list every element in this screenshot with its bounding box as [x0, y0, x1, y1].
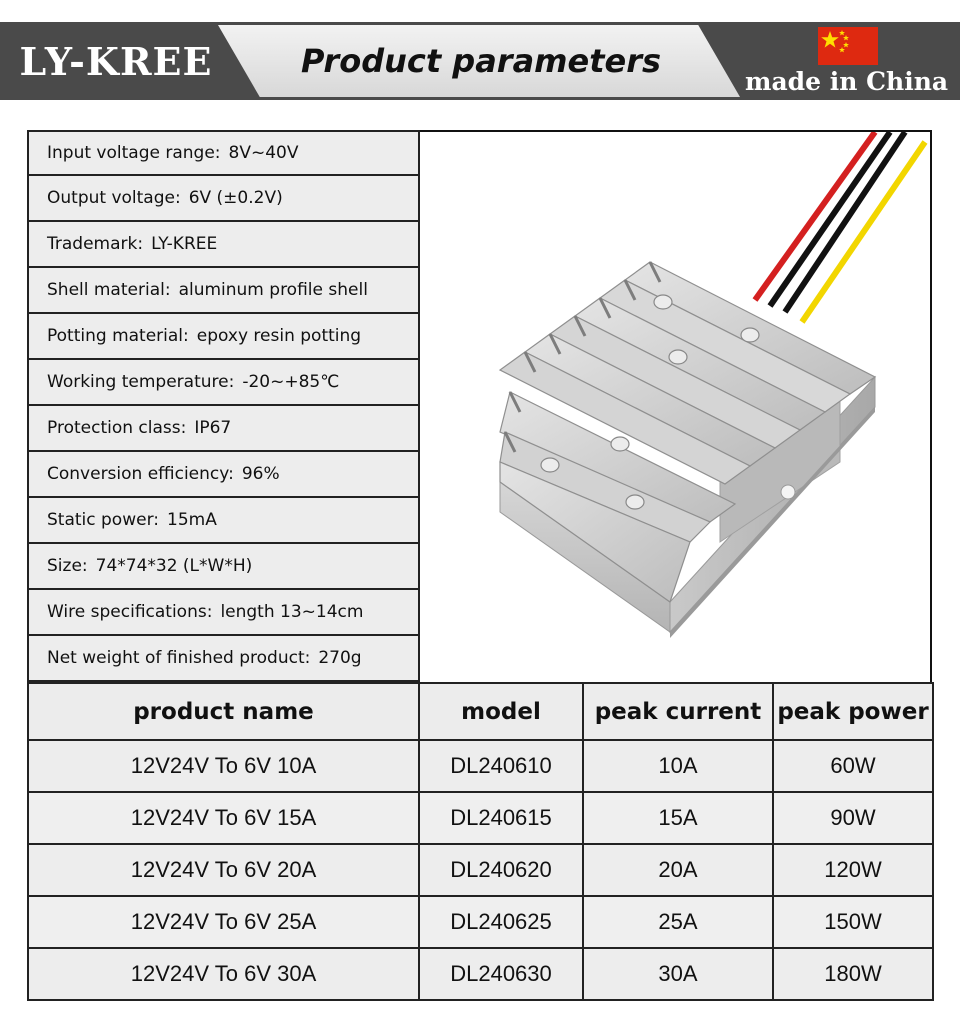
spec-value: epoxy resin potting: [196, 326, 362, 346]
spec-row: [27, 590, 420, 636]
table-body: [28, 740, 933, 1000]
brand-name: LY-KREE: [19, 38, 213, 84]
spec-label: Size:: [47, 556, 88, 576]
column-header: model: [419, 683, 583, 740]
spec-label: Working temperature:: [47, 372, 235, 392]
table-cell: DL240620: [419, 844, 583, 896]
spec-row: [27, 176, 420, 222]
table-cell: 90W: [773, 792, 933, 844]
spec-row: [27, 452, 420, 498]
table-row: [28, 844, 933, 896]
table-cell: 25A: [583, 896, 773, 948]
spec-label: Conversion efficiency:: [47, 464, 234, 484]
spec-label: Protection class:: [47, 418, 187, 438]
spec-label: Net weight of finished product:: [47, 648, 311, 668]
spec-row: [27, 544, 420, 590]
table-cell: 60W: [773, 740, 933, 792]
table-cell: 12V24V To 6V 25A: [28, 896, 419, 948]
spec-row: [27, 222, 420, 268]
spec-list: [27, 130, 420, 682]
table-cell: DL240625: [419, 896, 583, 948]
table-cell: 150W: [773, 896, 933, 948]
column-header: product name: [28, 683, 419, 740]
spec-label: Potting material:: [47, 326, 189, 346]
column-header: peak current: [583, 683, 773, 740]
china-flag-icon: [818, 27, 878, 65]
product-image: [420, 132, 930, 682]
spec-label: Trademark:: [47, 234, 144, 254]
table-cell: 12V24V To 6V 10A: [28, 740, 419, 792]
origin-label: made in China: [745, 67, 949, 96]
spec-value: 8V~40V: [228, 143, 299, 163]
table-cell: DL240610: [419, 740, 583, 792]
table-cell: DL240630: [419, 948, 583, 1000]
spec-row: [27, 636, 420, 682]
table-cell: 20A: [583, 844, 773, 896]
spec-value: length 13~14cm: [220, 602, 364, 622]
spec-value: 270g: [318, 648, 362, 668]
header-banner: [0, 22, 960, 100]
page-title: Product parameters: [300, 42, 662, 80]
spec-row: [27, 314, 420, 360]
table-row: [28, 740, 933, 792]
spec-value: IP67: [194, 418, 232, 438]
table-cell: 12V24V To 6V 30A: [28, 948, 419, 1000]
spec-value: 15mA: [167, 510, 217, 530]
table-cell: DL240615: [419, 792, 583, 844]
spec-label: Wire specifications:: [47, 602, 213, 622]
converter-heatsink-illustration: [420, 132, 930, 682]
table-cell: 10A: [583, 740, 773, 792]
spec-value: LY-KREE: [151, 234, 218, 254]
spec-label: Static power:: [47, 510, 159, 530]
table-cell: 180W: [773, 948, 933, 1000]
table-header-row: [28, 683, 933, 740]
column-header: peak power: [773, 683, 933, 740]
table-cell: 120W: [773, 844, 933, 896]
table-cell: 30A: [583, 948, 773, 1000]
table-cell: 12V24V To 6V 20A: [28, 844, 419, 896]
table-cell: 15A: [583, 792, 773, 844]
spec-label: Shell material:: [47, 280, 171, 300]
spec-row: [27, 268, 420, 314]
spec-value: 74*74*32 (L*W*H): [95, 556, 253, 576]
spec-label: Output voltage:: [47, 188, 181, 208]
table-row: [28, 792, 933, 844]
model-table: [27, 682, 934, 1001]
table-row: [28, 948, 933, 1000]
spec-row: [27, 360, 420, 406]
table-row: [28, 896, 933, 948]
table-cell: 12V24V To 6V 15A: [28, 792, 419, 844]
spec-value: -20~+85℃: [242, 372, 340, 392]
spec-row: [27, 498, 420, 544]
spec-label: Input voltage range:: [47, 143, 221, 163]
spec-value: aluminum profile shell: [178, 280, 368, 300]
spec-value: 96%: [241, 464, 280, 484]
spec-row: [27, 406, 420, 452]
spec-value: 6V (±0.2V): [188, 188, 283, 208]
spec-row: [27, 130, 420, 176]
